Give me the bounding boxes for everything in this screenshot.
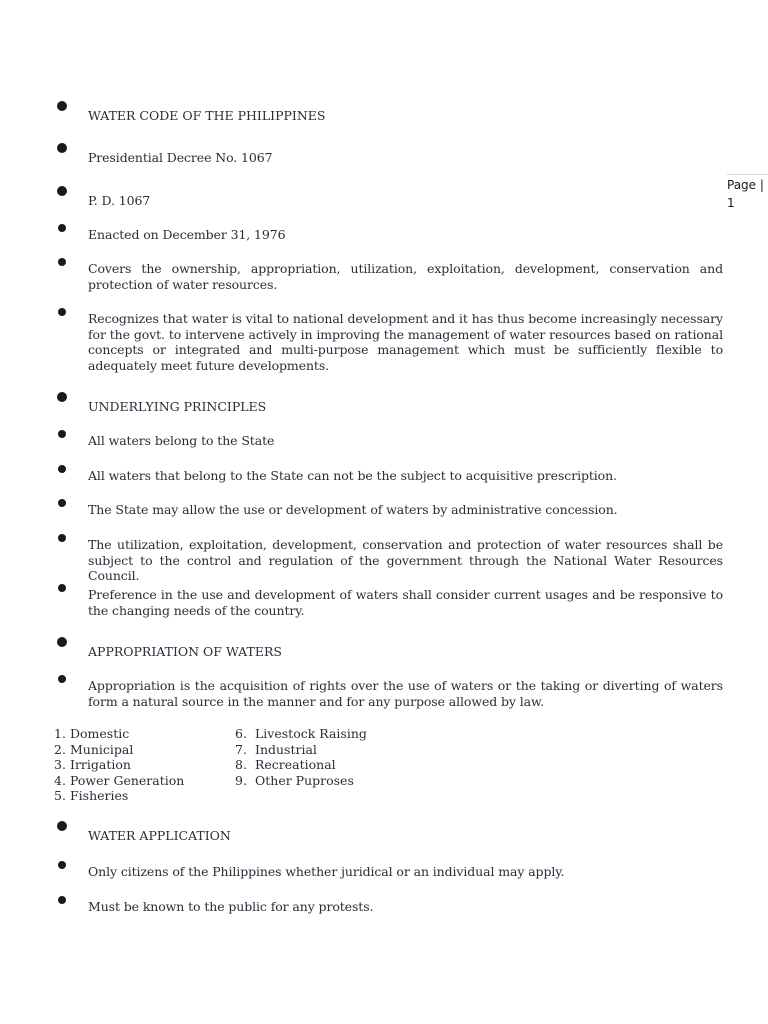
list-label: Irrigation	[70, 757, 131, 773]
page-number-prefix: Page |	[727, 178, 764, 192]
bullet-text: Covers the ownership, appropriation, utilization, exploitation, development, conservation and protection of water resources.	[88, 261, 723, 292]
bullet-text: Enacted on December 31, 1976	[88, 227, 286, 242]
list-number: 3.	[54, 757, 66, 773]
bullet-dot-icon	[57, 392, 67, 402]
bullet-dot-icon	[58, 584, 66, 592]
bullet-text: Presidential Decree No. 1067	[88, 150, 273, 165]
list-item	[235, 742, 367, 758]
bullet-dot-icon	[58, 534, 66, 542]
list-number: 2.	[54, 741, 66, 757]
bullet-dot-icon	[58, 861, 66, 869]
list-item	[54, 773, 184, 789]
list-label: Power Generation	[70, 772, 185, 788]
list-item	[54, 757, 184, 773]
bullet-dot-icon	[57, 637, 67, 647]
section-heading: APPROPRIATION OF WATERS	[88, 644, 282, 659]
list-item	[235, 757, 367, 773]
uses-list-right	[235, 726, 367, 788]
bullet-text: All waters belong to the State	[88, 433, 275, 448]
list-label: Other Puproses	[255, 772, 354, 788]
bullet-dot-icon	[58, 675, 66, 683]
bullet-dot-icon	[58, 430, 66, 438]
list-number: 6.	[235, 726, 247, 741]
bullet-text: Recognizes that water is vital to national development and it has thus become increasingly necessary for the govt. to intervene actively in improving the management of water resources based on rational concepts or integrated and multi-purpose management which must be sufficiently flexible to adequately meet future developments.	[88, 311, 723, 373]
bullet-text: P. D. 1067	[88, 193, 151, 208]
bullet-dot-icon	[58, 896, 66, 904]
bullet-dot-icon	[57, 821, 67, 831]
bullet-text: All waters that belong to the State can not be the subject to acquisitive prescription.	[88, 468, 617, 483]
list-number: 8.	[235, 757, 247, 773]
list-label: Municipal	[70, 741, 134, 757]
bullet-text: Preference in the use and development of waters shall consider current usages and be responsive to the changing needs of the country.	[88, 587, 723, 618]
page-number-value: 1	[727, 196, 735, 210]
list-number: 1.	[54, 726, 66, 741]
list-item	[54, 742, 184, 758]
bullet-text: Only citizens of the Philippines whether juridical or an individual may apply.	[88, 864, 565, 879]
bullet-dot-icon	[58, 224, 66, 232]
list-label: Recreational	[255, 757, 336, 773]
bullet-text: The utilization, exploitation, development, conservation and protection of water resources shall be subject to the control and regulation of the government through the National Water Resources Council.	[88, 537, 723, 583]
bullet-dot-icon	[58, 258, 66, 266]
list-item	[235, 726, 367, 742]
bullet-dot-icon	[58, 499, 66, 507]
bullet-text: The State may allow the use or development of waters by administrative concession.	[88, 502, 618, 517]
uses-list-left	[54, 726, 184, 804]
list-item	[54, 788, 184, 804]
list-number: 5.	[54, 788, 66, 804]
section-heading: WATER APPLICATION	[88, 828, 231, 843]
bullet-dot-icon	[58, 465, 66, 473]
section-heading: WATER CODE OF THE PHILIPPINES	[88, 108, 326, 123]
list-label: Domestic	[70, 726, 130, 741]
bullet-dot-icon	[57, 186, 67, 196]
bullet-text: Appropriation is the acquisition of rights over the use of waters or the taking or diverting of waters form a natural source in the manner and for any purpose allowed by law.	[88, 678, 723, 709]
bullet-text: Must be known to the public for any protests.	[88, 899, 374, 914]
list-item	[54, 726, 184, 742]
page-number-label	[727, 176, 768, 212]
list-number: 7.	[235, 741, 247, 757]
list-label: Fisheries	[70, 788, 129, 804]
list-item	[235, 773, 367, 789]
bullet-dot-icon	[57, 143, 67, 153]
bullet-dot-icon	[57, 101, 67, 111]
list-label: Livestock Raising	[255, 726, 367, 741]
page-number-rule	[727, 174, 768, 175]
list-number: 4.	[54, 772, 66, 788]
section-heading: UNDERLYING PRINCIPLES	[88, 399, 267, 414]
list-number: 9.	[235, 772, 247, 788]
list-label: Industrial	[255, 741, 317, 757]
bullet-dot-icon	[58, 308, 66, 316]
